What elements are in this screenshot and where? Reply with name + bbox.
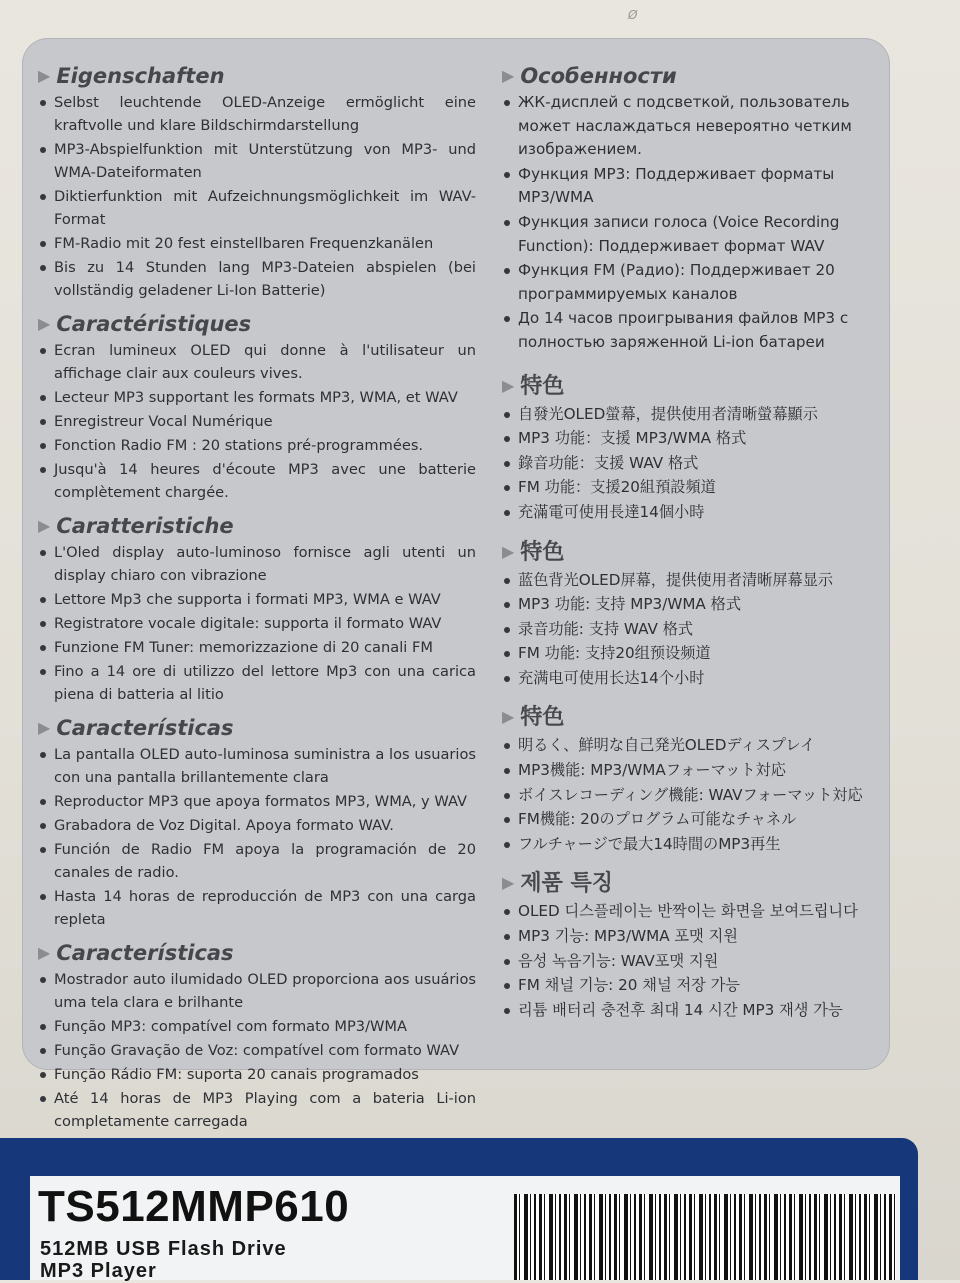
feature-item: Функция FM (Радио): Поддерживает 20 программируемых каналов	[502, 259, 874, 306]
section-heading: ▶ Características	[38, 716, 234, 740]
product-description: 512MB USB Flash Drive	[40, 1238, 287, 1260]
bullet-icon	[504, 983, 510, 989]
arrow-icon: ▶	[502, 707, 515, 727]
section-heading: ▶ Características	[38, 941, 234, 965]
feature-list	[502, 91, 874, 355]
bullet-icon	[504, 220, 510, 226]
section-heading: ▶ 特色	[502, 705, 565, 731]
arrow-icon: ▶	[38, 66, 51, 85]
feature-item: Função MP3: compatível com formato MP3/WMA	[38, 1015, 476, 1038]
feature-section-traditional-chinese	[502, 369, 874, 525]
bullet-icon	[40, 443, 46, 449]
feature-item: Funzione FM Tuner: memorizzazione di 20 canali FM	[38, 636, 476, 659]
feature-item: MP3-Abspielfunktion mit Unterstützung von MP3- und WMA-Dateiformaten	[38, 138, 476, 184]
bullet-icon	[40, 100, 46, 106]
feature-item: 錄音功能：支援 WAV 格式	[502, 452, 874, 476]
feature-item: 录音功能: 支持 WAV 格式	[502, 618, 874, 642]
bullet-icon	[504, 316, 510, 322]
bullet-icon	[504, 651, 510, 657]
bullet-icon	[504, 817, 510, 823]
feature-item: Grabadora de Voz Digital. Apoya formato WAV.	[38, 814, 476, 837]
feature-item: Função Gravação de Voz: compatível com formato WAV	[38, 1039, 476, 1062]
feature-item: FM-Radio mit 20 fest einstellbaren Frequenzkanälen	[38, 232, 476, 255]
bullet-icon	[40, 752, 46, 758]
feature-section-russian	[502, 64, 874, 355]
bullet-icon	[504, 510, 510, 516]
feature-list	[38, 743, 476, 931]
feature-section-italian	[38, 514, 476, 706]
feature-item: 自發光OLED螢幕，提供使用者清晰螢幕顯示	[502, 403, 874, 427]
feature-item: 充滿電可使用長達14個小時	[502, 501, 874, 525]
bullet-icon	[504, 268, 510, 274]
feature-item: ЖК-дисплей с подсветкой, пользователь может наслаждаться невероятно четким изображением.	[502, 91, 874, 162]
bullet-icon	[504, 959, 510, 965]
feature-item: Bis zu 14 Stunden lang MP3-Dateien abspielen (bei vollständig geladener Li-Ion Batterie)	[38, 256, 476, 302]
feature-item: La pantalla OLED auto-luminosa suministra a los usuarios con una pantalla brillantemente clara	[38, 743, 476, 789]
feature-item: До 14 часов проигрывания файлов MP3 с полностью заряженной Li-ion батареи	[502, 307, 874, 354]
bullet-icon	[40, 265, 46, 271]
left-feature-column	[38, 62, 476, 1143]
arrow-icon: ▶	[502, 873, 515, 893]
arrow-icon: ▶	[38, 718, 51, 737]
feature-section-korean	[502, 866, 874, 1022]
feature-item: Функция MP3: Поддерживает форматы MP3/WMA	[502, 163, 874, 210]
section-heading: ▶ Caratteristiche	[38, 514, 234, 538]
feature-item: Fonction Radio FM : 20 stations pré-programmées.	[38, 434, 476, 457]
bullet-icon	[40, 669, 46, 675]
feature-item: 음성 녹음기능: WAV포맷 지원	[502, 950, 874, 974]
bullet-icon	[504, 768, 510, 774]
bullet-icon	[504, 436, 510, 442]
feature-item: MP3 기능: MP3/WMA 포맷 지원	[502, 925, 874, 949]
bullet-icon	[40, 799, 46, 805]
feature-item: Lecteur MP3 supportant les formats MP3, WMA, et WAV	[38, 386, 476, 409]
arrow-icon: ▶	[38, 943, 51, 962]
feature-item: Enregistreur Vocal Numérique	[38, 410, 476, 433]
arrow-icon: ▶	[502, 541, 515, 561]
feature-list	[502, 569, 874, 691]
feature-item: 蓝色背光OLED屏幕，提供使用者清晰屏幕显示	[502, 569, 874, 593]
feature-item: Jusqu'à 14 heures d'écoute MP3 avec une batterie complètement chargée.	[38, 458, 476, 504]
feature-item: Ecran lumineux OLED qui donne à l'utilisateur un affichage clair aux couleurs vives.	[38, 339, 476, 385]
feature-item: フルチャージで最大14時間のMP3再生	[502, 833, 874, 857]
feature-item: Hasta 14 horas de reproducción de MP3 con una carga repleta	[38, 885, 476, 931]
bullet-icon	[504, 934, 510, 940]
feature-section-french	[38, 312, 476, 504]
feature-section-simplified-chinese	[502, 535, 874, 691]
model-number: TS512MMP610	[38, 1182, 350, 1231]
bullet-icon	[504, 172, 510, 178]
section-heading: ▶ Особенности	[502, 64, 677, 88]
feature-item: Mostrador auto ilumidado OLED proporciona aos usuários uma tela clara e brilhante	[38, 968, 476, 1014]
feature-section-portuguese	[38, 941, 476, 1133]
feature-list	[502, 403, 874, 525]
bullet-icon	[40, 894, 46, 900]
bullet-icon	[40, 194, 46, 200]
bullet-icon	[40, 645, 46, 651]
bullet-icon	[40, 550, 46, 556]
feature-list	[38, 968, 476, 1133]
feature-list	[38, 339, 476, 504]
feature-item: FM機能: 20のプログラム可能なチャネル	[502, 808, 874, 832]
bullet-icon	[504, 627, 510, 633]
feature-item: Lettore Mp3 che supporta i formati MP3, WMA e WAV	[38, 588, 476, 611]
feature-item: 리튬 배터리 충전후 최대 14 시간 MP3 재생 가능	[502, 999, 874, 1023]
section-heading: ▶ 特色	[502, 373, 565, 399]
barcode	[514, 1194, 896, 1280]
feature-item: Selbst leuchtende OLED-Anzeige ermöglicht eine kraftvolle und klare Bildschirmdarstellung	[38, 91, 476, 137]
feature-item: 充满电可使用长达14个小时	[502, 667, 874, 691]
bullet-icon	[504, 743, 510, 749]
bullet-icon	[40, 348, 46, 354]
feature-list	[502, 734, 874, 856]
handwritten-mark: Ø	[628, 8, 638, 22]
bullet-icon	[40, 467, 46, 473]
feature-item: Até 14 horas de MP3 Playing com a bateria Li-ion completamente carregada	[38, 1087, 476, 1133]
feature-item: FM 功能：支援20組預設頻道	[502, 476, 874, 500]
product-type: MP3 Player	[40, 1260, 157, 1282]
feature-item: MP3 功能：支援 MP3/WMA 格式	[502, 427, 874, 451]
bullet-icon	[504, 578, 510, 584]
feature-list	[502, 900, 874, 1022]
bullet-icon	[40, 977, 46, 983]
feature-item: OLED 디스플레이는 반짝이는 화면을 보여드립니다	[502, 900, 874, 924]
bullet-icon	[504, 461, 510, 467]
bullet-icon	[40, 1096, 46, 1102]
bullet-icon	[40, 621, 46, 627]
bullet-icon	[40, 147, 46, 153]
bullet-icon	[40, 419, 46, 425]
feature-item: Функция записи голоса (Voice Recording Function): Поддерживает формат WAV	[502, 211, 874, 258]
arrow-icon: ▶	[502, 375, 515, 395]
bullet-icon	[504, 842, 510, 848]
feature-item: MP3 功能: 支持 MP3/WMA 格式	[502, 593, 874, 617]
feature-item: Diktierfunktion mit Aufzeichnungsmöglichkeit im WAV-Format	[38, 185, 476, 231]
bullet-icon	[40, 847, 46, 853]
feature-list	[38, 541, 476, 706]
bullet-icon	[504, 100, 510, 106]
arrow-icon: ▶	[502, 66, 515, 85]
feature-list	[38, 91, 476, 302]
bullet-icon	[504, 793, 510, 799]
feature-item: Função Rádio FM: suporta 20 canais programados	[38, 1063, 476, 1086]
feature-item: FM 功能: 支持20组预设频道	[502, 642, 874, 666]
bullet-icon	[40, 395, 46, 401]
bullet-icon	[504, 1008, 510, 1014]
feature-item: Función de Radio FM apoya la programación de 20 canales de radio.	[38, 838, 476, 884]
section-heading: ▶ 特色	[502, 539, 565, 565]
bullet-icon	[40, 823, 46, 829]
bullet-icon	[40, 241, 46, 247]
bullet-icon	[40, 1024, 46, 1030]
feature-section-spanish	[38, 716, 476, 931]
feature-section-japanese	[502, 700, 874, 856]
bullet-icon	[504, 602, 510, 608]
bullet-icon	[504, 676, 510, 682]
feature-item: Registratore vocale digitale: supporta il formato WAV	[38, 612, 476, 635]
feature-item: Reproductor MP3 que apoya formatos MP3, WMA, y WAV	[38, 790, 476, 813]
feature-item: FM 채널 기능: 20 채널 저장 가능	[502, 974, 874, 998]
bullet-icon	[40, 1048, 46, 1054]
section-heading: ▶ Eigenschaften	[38, 64, 225, 88]
feature-section-german	[38, 64, 476, 302]
feature-item: Fino a 14 ore di utilizzo del lettore Mp3 con una carica piena di batteria al litio	[38, 660, 476, 706]
right-feature-column	[502, 62, 874, 1032]
feature-item: MP3機能: MP3/WMAフォーマット対応	[502, 759, 874, 783]
feature-item: 明るく、鮮明な自己発光OLEDディスプレイ	[502, 734, 874, 758]
feature-item: ボイスレコーディング機能: WAVフォーマット対応	[502, 784, 874, 808]
feature-item: L'Oled display auto-luminoso fornisce agli utenti un display chiaro con vibrazione	[38, 541, 476, 587]
arrow-icon: ▶	[38, 314, 51, 333]
bullet-icon	[40, 1072, 46, 1078]
section-heading: ▶ 제품 특징	[502, 871, 613, 897]
section-heading: ▶ Caractéristiques	[38, 312, 252, 336]
bullet-icon	[504, 412, 510, 418]
bullet-icon	[504, 485, 510, 491]
bullet-icon	[40, 597, 46, 603]
arrow-icon: ▶	[38, 516, 51, 535]
bullet-icon	[504, 909, 510, 915]
